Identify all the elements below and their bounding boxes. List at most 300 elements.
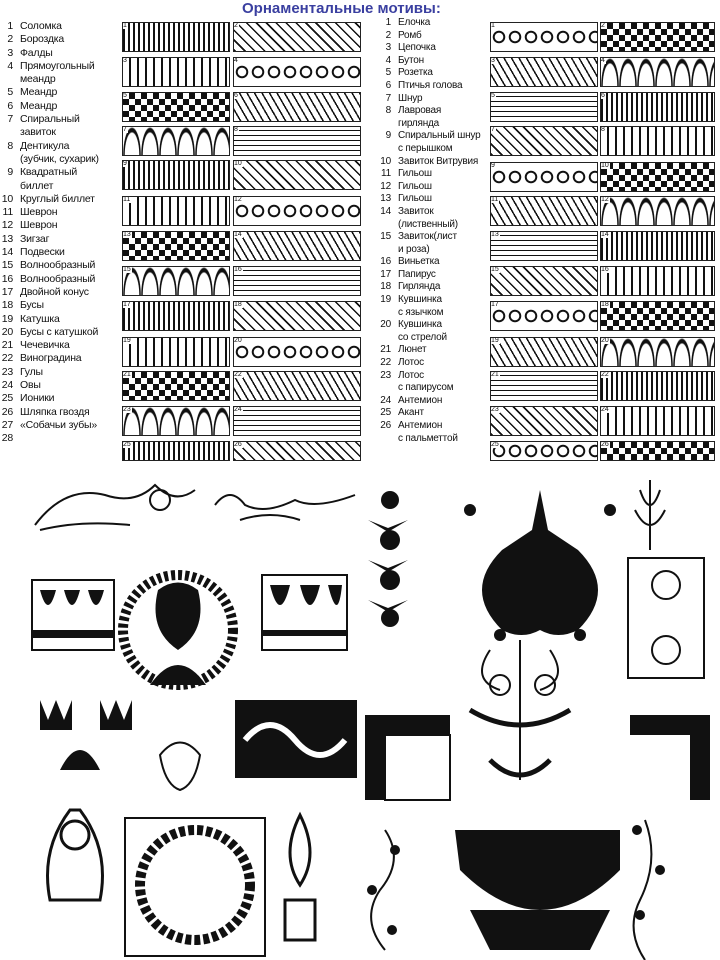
palmette-anthemion-drawing bbox=[464, 490, 616, 641]
motif-name: биллет bbox=[20, 179, 54, 192]
motif-list-item bbox=[378, 269, 498, 282]
motif-number: 18 bbox=[1, 299, 13, 312]
motif-number bbox=[378, 118, 398, 131]
motif-name: Цепочка bbox=[398, 42, 436, 54]
ornament-panel bbox=[490, 406, 598, 436]
ornament-panel bbox=[233, 22, 361, 52]
palmette-group-drawing bbox=[40, 700, 200, 790]
motif-number: 21 bbox=[380, 344, 391, 356]
motif-number: 13 bbox=[380, 193, 391, 205]
motif-list-item bbox=[0, 206, 122, 219]
ornament-panel bbox=[233, 441, 361, 461]
motif-name: с перышком bbox=[398, 142, 453, 154]
ornament-panel bbox=[600, 266, 715, 296]
ornament-panel bbox=[600, 231, 715, 261]
motif-name: Лотос bbox=[398, 357, 424, 369]
motif-name: Бутон bbox=[398, 54, 424, 66]
motif-list-item bbox=[0, 73, 122, 86]
motif-list-item bbox=[0, 326, 122, 339]
motif-name: Гильош bbox=[398, 193, 432, 205]
motif-list-item bbox=[0, 432, 122, 445]
motif-list-item bbox=[378, 294, 498, 307]
motif-name: Спиральный шнур bbox=[398, 130, 481, 142]
motif-name: с пальметтой bbox=[398, 432, 458, 444]
motif-number: 7 bbox=[7, 113, 13, 126]
panel-number: 12 bbox=[234, 196, 242, 203]
ornament-panel bbox=[233, 92, 361, 122]
motif-name: Гильош bbox=[398, 168, 432, 180]
motif-name: Овы bbox=[20, 379, 41, 392]
ornament-panel bbox=[600, 337, 715, 367]
motif-list-item bbox=[378, 319, 498, 332]
motif-list-item bbox=[0, 286, 122, 299]
motif-number: 24 bbox=[380, 394, 391, 406]
motif-name: Кувшинка bbox=[398, 294, 442, 306]
motif-name: Лавровая bbox=[398, 105, 442, 117]
ornament-panel bbox=[490, 371, 598, 401]
motif-name: Спиральный bbox=[20, 113, 80, 126]
motif-name: со стрелой bbox=[398, 331, 447, 343]
panel-number: 20 bbox=[234, 337, 242, 344]
motif-name: Двойной конус bbox=[20, 285, 89, 298]
motif-name: Подвески bbox=[20, 246, 65, 259]
motif-number: 20 bbox=[1, 325, 13, 338]
motif-name: с папирусом bbox=[398, 382, 454, 394]
motif-name: Завиток(лист bbox=[398, 231, 457, 243]
motif-name: Фалды bbox=[20, 46, 53, 59]
motif-number bbox=[0, 126, 20, 139]
panel-number: 2 bbox=[234, 22, 238, 29]
ornament-panel bbox=[600, 92, 715, 122]
motif-name: Квадратный bbox=[20, 166, 78, 179]
motif-list-item bbox=[0, 406, 122, 419]
panel-number: 6 bbox=[234, 92, 238, 99]
panel-number: 13 bbox=[491, 231, 499, 238]
vine-and-palmette-drawing bbox=[367, 820, 665, 960]
right-motif-list bbox=[378, 17, 498, 445]
ornament-panel bbox=[122, 337, 230, 367]
ornament-panel bbox=[600, 162, 715, 192]
panel-number: 3 bbox=[123, 57, 127, 64]
left-motif-list bbox=[0, 20, 122, 446]
motif-list-item bbox=[378, 67, 498, 80]
lotus-papyrus-panel bbox=[262, 575, 347, 650]
panel-number: 20 bbox=[601, 337, 609, 344]
motif-name: Круглый биллет bbox=[20, 192, 95, 205]
motif-list-item bbox=[0, 47, 122, 60]
ornament-panel bbox=[490, 162, 598, 192]
motif-name: Лотос bbox=[398, 369, 424, 381]
panel-number: 11 bbox=[491, 196, 499, 203]
motif-name: и роза) bbox=[398, 243, 430, 255]
panel-number: 7 bbox=[123, 126, 127, 133]
motif-number: 6 bbox=[7, 99, 13, 112]
ornament-panel bbox=[490, 441, 598, 461]
motif-name: Гулы bbox=[20, 365, 43, 378]
medallion-drawing bbox=[123, 575, 233, 685]
motif-name: Меандр bbox=[20, 86, 58, 99]
ornament-panel bbox=[233, 266, 361, 296]
motif-list-item bbox=[0, 60, 122, 73]
ornament-panel bbox=[490, 266, 598, 296]
motif-name: «Собачьи зубы» bbox=[20, 418, 98, 431]
motif-name: Елочка bbox=[398, 17, 431, 28]
ornament-panel bbox=[490, 92, 598, 122]
motif-list-item bbox=[378, 407, 498, 420]
motif-name: Завиток Витрувия bbox=[398, 155, 479, 167]
corner-border-panels bbox=[365, 715, 710, 800]
ornament-panel bbox=[122, 57, 230, 87]
motif-name: Завиток bbox=[398, 205, 434, 217]
panel-number: 7 bbox=[491, 126, 495, 133]
vertical-floral-band bbox=[368, 480, 408, 630]
motif-list-item bbox=[0, 20, 122, 33]
motif-list-item bbox=[0, 392, 122, 405]
motif-name: Шеврон bbox=[20, 206, 58, 219]
motif-number: 15 bbox=[1, 259, 13, 272]
motif-number: 26 bbox=[380, 420, 391, 431]
motif-list-item bbox=[378, 181, 498, 194]
motif-number: 17 bbox=[380, 268, 391, 280]
motif-name: Антемион bbox=[398, 420, 443, 431]
motif-number bbox=[0, 73, 20, 86]
panel-number: 8 bbox=[234, 126, 238, 133]
motif-list-item bbox=[0, 233, 122, 246]
motif-name: Бусы с катушкой bbox=[20, 325, 99, 338]
motif-number: 21 bbox=[1, 339, 13, 352]
motif-name: Волнообразный bbox=[20, 272, 96, 285]
motif-number bbox=[378, 244, 398, 257]
ornament-panel bbox=[233, 196, 361, 226]
panel-number: 6 bbox=[601, 92, 605, 99]
panel-number: 22 bbox=[601, 371, 609, 378]
panel-number: 14 bbox=[234, 231, 242, 238]
panel-number: 24 bbox=[601, 406, 609, 413]
motif-list-item bbox=[0, 246, 122, 259]
ornament-panel bbox=[122, 22, 230, 52]
motif-number: 12 bbox=[380, 180, 391, 192]
panel-number: 1 bbox=[123, 22, 127, 29]
ornament-panel bbox=[122, 196, 230, 226]
motif-name: Прямоугольный bbox=[20, 59, 95, 72]
ornament-panel bbox=[600, 371, 715, 401]
motif-number: 15 bbox=[380, 231, 391, 243]
ornament-panel bbox=[600, 301, 715, 331]
motif-number: 5 bbox=[385, 67, 391, 79]
motif-number bbox=[378, 332, 398, 345]
motif-list-item bbox=[378, 93, 498, 106]
ornament-panel bbox=[233, 57, 361, 87]
motif-number: 9 bbox=[7, 166, 13, 179]
panel-number: 10 bbox=[234, 160, 242, 167]
motif-number: 2 bbox=[385, 29, 391, 41]
ornament-panel bbox=[600, 57, 715, 87]
motif-list-item bbox=[378, 30, 498, 43]
motif-number: 4 bbox=[7, 59, 13, 72]
ornament-panel bbox=[122, 266, 230, 296]
motif-number: 14 bbox=[1, 246, 13, 259]
motif-number: 25 bbox=[1, 392, 13, 405]
motif-name: Меандр bbox=[20, 99, 58, 112]
motif-number: 27 bbox=[1, 418, 13, 431]
motif-number bbox=[0, 153, 20, 166]
motif-name: Шляпка гвоздя bbox=[20, 405, 90, 418]
motif-number: 3 bbox=[7, 46, 13, 59]
ornament-panel bbox=[600, 406, 715, 436]
ornament-panel bbox=[490, 301, 598, 331]
ornament-panel bbox=[600, 196, 715, 226]
panel-number: 1 bbox=[491, 22, 495, 29]
motif-list-item bbox=[0, 153, 122, 166]
motif-number: 6 bbox=[385, 79, 391, 91]
panel-number: 24 bbox=[234, 406, 242, 413]
ornament-panel bbox=[490, 337, 598, 367]
motif-list-item bbox=[378, 17, 498, 30]
motif-name: Люнет bbox=[398, 344, 427, 356]
ornament-panel bbox=[233, 301, 361, 331]
motif-list-item bbox=[0, 193, 122, 206]
motif-name: (зубчик, сухарик) bbox=[20, 152, 99, 165]
panel-number: 11 bbox=[123, 196, 131, 203]
motif-list-item bbox=[0, 379, 122, 392]
motif-name: Розетка bbox=[398, 67, 433, 79]
motif-name: Гирлянда bbox=[398, 281, 441, 293]
motif-number: 23 bbox=[1, 365, 13, 378]
ornament-panel bbox=[490, 22, 598, 52]
motif-number: 8 bbox=[385, 105, 391, 117]
motif-name: Антемион bbox=[398, 394, 443, 406]
ornament-panel bbox=[122, 371, 230, 401]
motif-number: 13 bbox=[1, 232, 13, 245]
motif-list-item bbox=[378, 307, 498, 320]
motif-list-item bbox=[378, 370, 498, 383]
motif-number: 25 bbox=[380, 407, 391, 419]
panel-number: 9 bbox=[123, 160, 127, 167]
ornament-panel bbox=[490, 231, 598, 261]
motif-list-item bbox=[378, 281, 498, 294]
motif-list-item bbox=[0, 180, 122, 193]
ornament-panel bbox=[233, 371, 361, 401]
motif-name: Шеврон bbox=[20, 219, 58, 232]
motif-number bbox=[378, 219, 398, 232]
motif-name: Волнообразный bbox=[20, 259, 96, 272]
motif-list-item bbox=[378, 395, 498, 408]
motif-number: 26 bbox=[1, 405, 13, 418]
motif-list-item bbox=[0, 273, 122, 286]
motif-number: 14 bbox=[380, 205, 391, 217]
motif-number: 7 bbox=[385, 92, 391, 104]
motif-list-item bbox=[0, 313, 122, 326]
panel-number: 21 bbox=[491, 371, 499, 378]
motif-list-item bbox=[378, 433, 498, 446]
motif-list-item bbox=[0, 33, 122, 46]
motif-list-item bbox=[378, 206, 498, 219]
motif-list-item bbox=[0, 339, 122, 352]
panel-number: 19 bbox=[123, 337, 131, 344]
motif-name: Акант bbox=[398, 407, 424, 419]
motif-name: Соломка bbox=[20, 20, 62, 32]
motif-number: 5 bbox=[7, 86, 13, 99]
panel-number: 26 bbox=[234, 441, 242, 448]
panel-number: 12 bbox=[601, 196, 609, 203]
ornament-panel bbox=[233, 337, 361, 367]
motif-number: 9 bbox=[385, 130, 391, 142]
panel-number: 4 bbox=[234, 57, 238, 64]
motif-name: Ромб bbox=[398, 29, 422, 41]
motif-list-item bbox=[378, 80, 498, 93]
panel-number: 15 bbox=[123, 266, 131, 273]
panel-number: 25 bbox=[123, 441, 131, 448]
ornament-panel bbox=[600, 22, 715, 52]
ornament-panel bbox=[233, 406, 361, 436]
lily-vase-ornament bbox=[470, 640, 570, 780]
motif-list-item bbox=[378, 193, 498, 206]
motif-list-item bbox=[378, 219, 498, 232]
motif-name: Зигзаг bbox=[20, 232, 50, 245]
palmette-pendant-drawing bbox=[48, 810, 316, 956]
motif-number: 19 bbox=[1, 312, 13, 325]
motif-name: Гильош bbox=[398, 180, 432, 192]
motif-name: Бусы bbox=[20, 299, 44, 312]
panel-number: 14 bbox=[601, 231, 609, 238]
motif-name: Виньетка bbox=[398, 256, 440, 268]
motif-number: 17 bbox=[1, 285, 13, 298]
motif-name: Шнур bbox=[398, 92, 423, 104]
motif-number: 16 bbox=[1, 272, 13, 285]
motif-number: 24 bbox=[1, 379, 13, 392]
side-ornament-column bbox=[628, 480, 704, 678]
motif-number: 28 bbox=[1, 432, 13, 445]
ornament-panel bbox=[122, 301, 230, 331]
motif-list-item bbox=[378, 55, 498, 68]
motif-list-item bbox=[378, 344, 498, 357]
wave-scroll-panel bbox=[235, 700, 357, 778]
motif-number: 10 bbox=[380, 155, 391, 167]
panel-number: 21 bbox=[123, 371, 131, 378]
panel-number: 15 bbox=[491, 266, 499, 273]
motif-list-item bbox=[378, 357, 498, 370]
ornament-panel bbox=[233, 126, 361, 156]
motif-number bbox=[378, 307, 398, 320]
panel-number: 8 bbox=[601, 126, 605, 133]
panel-number: 22 bbox=[234, 371, 242, 378]
motif-list-item bbox=[0, 140, 122, 153]
motif-number: 11 bbox=[381, 168, 391, 180]
motif-name: Папирус bbox=[398, 268, 436, 280]
motif-number: 10 bbox=[1, 192, 13, 205]
panel-number: 16 bbox=[601, 266, 609, 273]
motif-number bbox=[378, 382, 398, 395]
panel-number: 18 bbox=[601, 301, 609, 308]
panel-number: 5 bbox=[123, 92, 127, 99]
motif-number: 4 bbox=[385, 54, 391, 66]
lotus-frieze-drawing bbox=[32, 580, 114, 650]
motif-list-item bbox=[378, 105, 498, 118]
motif-number: 22 bbox=[1, 352, 13, 365]
ornament-panel bbox=[233, 231, 361, 261]
panel-number: 5 bbox=[491, 92, 495, 99]
motif-list-item bbox=[378, 42, 498, 55]
motif-list-item bbox=[378, 118, 498, 131]
motif-list-item bbox=[378, 256, 498, 269]
motif-name: гирлянда bbox=[398, 117, 440, 129]
ornament-panel bbox=[490, 57, 598, 87]
panel-number: 9 bbox=[491, 162, 495, 169]
motif-list-item bbox=[378, 244, 498, 257]
motif-list-item bbox=[0, 259, 122, 272]
motif-list-item bbox=[0, 366, 122, 379]
motif-list-item bbox=[0, 419, 122, 432]
motif-number: 16 bbox=[380, 256, 391, 268]
panel-number: 23 bbox=[123, 406, 131, 413]
motif-list-item bbox=[378, 156, 498, 169]
motif-list-item bbox=[378, 382, 498, 395]
motif-list-item bbox=[0, 86, 122, 99]
panel-number: 13 bbox=[123, 231, 131, 238]
motif-list-item bbox=[0, 219, 122, 232]
motif-name: Катушка bbox=[20, 312, 60, 325]
motif-list-item bbox=[0, 299, 122, 312]
motif-number bbox=[0, 180, 20, 193]
griffin-frieze-drawing bbox=[35, 485, 355, 530]
motif-number: 11 bbox=[2, 206, 13, 219]
motif-list-item bbox=[378, 143, 498, 156]
ornament-panel bbox=[122, 126, 230, 156]
motif-number: 18 bbox=[380, 281, 391, 293]
ornament-panel bbox=[233, 160, 361, 190]
panel-number: 17 bbox=[491, 301, 499, 308]
ornament-panel bbox=[122, 441, 230, 461]
motif-number: 8 bbox=[7, 139, 13, 152]
ornament-illustrations bbox=[0, 470, 720, 960]
motif-number: 1 bbox=[7, 20, 13, 32]
motif-number bbox=[378, 143, 398, 156]
motif-number: 22 bbox=[380, 357, 391, 369]
motif-name: (лиственный) bbox=[398, 218, 458, 230]
motif-number: 20 bbox=[380, 319, 391, 331]
motif-list-item bbox=[0, 352, 122, 365]
ornament-panel bbox=[490, 196, 598, 226]
motif-name: Дентикула bbox=[20, 139, 70, 152]
motif-number bbox=[378, 433, 398, 446]
motif-number: 1 bbox=[385, 17, 391, 28]
ornament-panel bbox=[600, 126, 715, 156]
motif-number: 2 bbox=[7, 33, 13, 46]
motif-list-item bbox=[378, 231, 498, 244]
motif-number: 19 bbox=[380, 294, 391, 306]
panel-number: 2 bbox=[601, 22, 605, 29]
motif-number: 12 bbox=[1, 219, 13, 232]
motif-list-item bbox=[0, 113, 122, 126]
panel-number: 23 bbox=[491, 406, 499, 413]
ornament-panel bbox=[122, 406, 230, 436]
motif-name: Виноградина bbox=[20, 352, 82, 365]
panel-number: 17 bbox=[123, 301, 131, 308]
motif-name: с язычком bbox=[398, 306, 444, 318]
motif-number: 23 bbox=[380, 369, 391, 381]
page-title: Орнаментальные мотивы: bbox=[242, 0, 441, 17]
motif-name: меандр bbox=[20, 73, 56, 86]
motif-list-item bbox=[0, 126, 122, 139]
ornament-panel bbox=[122, 231, 230, 261]
ornament-panel bbox=[122, 92, 230, 122]
motif-name: завиток bbox=[20, 126, 56, 139]
ornament-panel bbox=[122, 160, 230, 190]
panel-number: 3 bbox=[491, 57, 495, 64]
motif-list-item bbox=[0, 166, 122, 179]
motif-name: Чечевичка bbox=[20, 339, 70, 352]
panel-number: 26 bbox=[601, 441, 609, 448]
